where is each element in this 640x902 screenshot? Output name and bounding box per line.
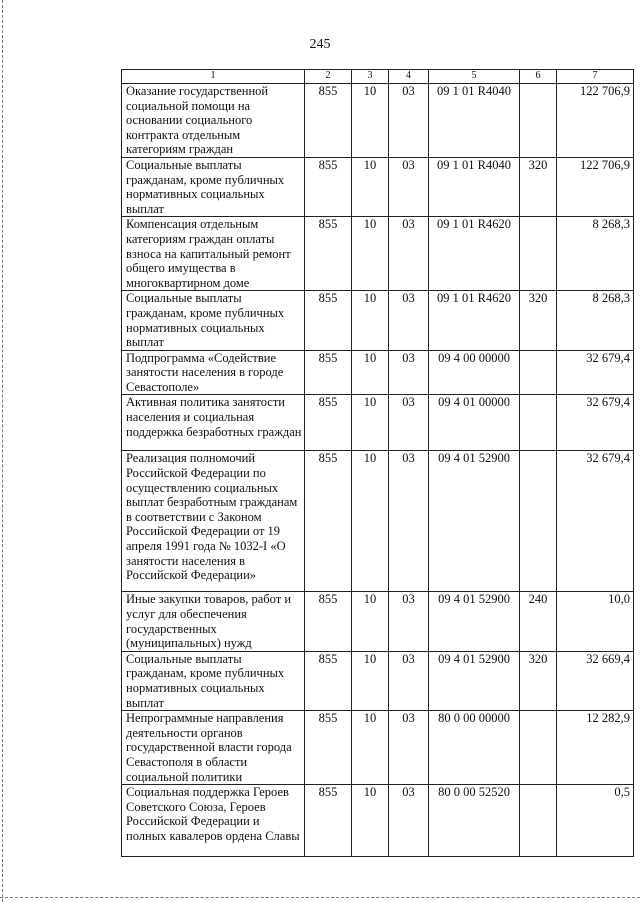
expense-type-cell: 240 xyxy=(520,592,557,651)
section-code-cell: 10 xyxy=(352,785,389,857)
expense-type-cell xyxy=(520,395,557,451)
amount-cell: 8 268,3 xyxy=(557,217,634,291)
amount-cell: 122 706,9 xyxy=(557,157,634,216)
table-row xyxy=(122,291,634,350)
admin-code-cell: 855 xyxy=(305,395,352,451)
admin-code-cell: 855 xyxy=(305,711,352,785)
admin-code-cell: 855 xyxy=(305,451,352,592)
amount-cell: 122 706,9 xyxy=(557,84,634,158)
subsection-code-cell: 03 xyxy=(389,84,429,158)
target-item-code-cell: 09 4 00 00000 xyxy=(429,350,520,395)
table-row xyxy=(122,217,634,291)
amount-cell: 32 669,4 xyxy=(557,651,634,710)
table-row xyxy=(122,651,634,710)
admin-code-cell: 855 xyxy=(305,785,352,857)
budget-table xyxy=(121,69,634,857)
table-row xyxy=(122,395,634,451)
subsection-code-cell: 03 xyxy=(389,785,429,857)
amount-cell: 0,5 xyxy=(557,785,634,857)
page-number: 245 xyxy=(309,37,331,52)
table-row xyxy=(122,157,634,216)
section-code-cell: 10 xyxy=(352,651,389,710)
column-number-row xyxy=(122,70,634,84)
expense-type-cell xyxy=(520,350,557,395)
admin-code-cell: 855 xyxy=(305,217,352,291)
expense-type-cell xyxy=(520,785,557,857)
amount-cell: 32 679,4 xyxy=(557,350,634,395)
amount-cell: 10,0 xyxy=(557,592,634,651)
target-item-code-cell: 09 1 01 R4040 xyxy=(429,157,520,216)
table-row xyxy=(122,350,634,395)
target-item-code-cell: 80 0 00 00000 xyxy=(429,711,520,785)
column-header: 7 xyxy=(557,70,634,84)
scan-bottom-border xyxy=(0,897,640,898)
table-row xyxy=(122,451,634,592)
admin-code-cell: 855 xyxy=(305,157,352,216)
section-code-cell: 10 xyxy=(352,711,389,785)
column-header: 3 xyxy=(352,70,389,84)
row-name-cell: Подпрограмма «Содействие занятости населения в городе Севастополе» xyxy=(122,350,305,395)
column-header: 6 xyxy=(520,70,557,84)
section-code-cell: 10 xyxy=(352,291,389,350)
row-name-cell: Реализация полномочий Российской Федерации по осуществлению социальных выплат безработным гражданам в соответствии с Законом Российской Федерации от 19 апреля 1991 года № 1032-I «О занятости населения в Российской Федерации» xyxy=(122,451,305,592)
subsection-code-cell: 03 xyxy=(389,217,429,291)
row-name-cell: Компенсация отдельным категориям граждан оплаты взноса на капитальный ремонт общего имущества в многоквартирном доме xyxy=(122,217,305,291)
expense-type-cell: 320 xyxy=(520,291,557,350)
table-row xyxy=(122,84,634,158)
admin-code-cell: 855 xyxy=(305,291,352,350)
expense-type-cell: 320 xyxy=(520,651,557,710)
expense-type-cell xyxy=(520,451,557,592)
target-item-code-cell: 09 1 01 R4620 xyxy=(429,217,520,291)
column-header: 4 xyxy=(389,70,429,84)
scan-left-border xyxy=(2,0,3,902)
expense-type-cell xyxy=(520,84,557,158)
subsection-code-cell: 03 xyxy=(389,651,429,710)
target-item-code-cell: 09 4 01 52900 xyxy=(429,651,520,710)
amount-cell: 12 282,9 xyxy=(557,711,634,785)
subsection-code-cell: 03 xyxy=(389,157,429,216)
admin-code-cell: 855 xyxy=(305,84,352,158)
row-name-cell: Социальные выплаты гражданам, кроме публичных нормативных социальных выплат xyxy=(122,157,305,216)
section-code-cell: 10 xyxy=(352,592,389,651)
subsection-code-cell: 03 xyxy=(389,592,429,651)
section-code-cell: 10 xyxy=(352,395,389,451)
expense-type-cell xyxy=(520,711,557,785)
target-item-code-cell: 09 1 01 R4040 xyxy=(429,84,520,158)
target-item-code-cell: 09 1 01 R4620 xyxy=(429,291,520,350)
table-row xyxy=(122,785,634,857)
row-name-cell: Социальные выплаты гражданам, кроме публичных нормативных социальных выплат xyxy=(122,291,305,350)
section-code-cell: 10 xyxy=(352,84,389,158)
target-item-code-cell: 80 0 00 52520 xyxy=(429,785,520,857)
subsection-code-cell: 03 xyxy=(389,451,429,592)
row-name-cell: Активная политика занятости населения и социальная поддержка безработных граждан xyxy=(122,395,305,451)
section-code-cell: 10 xyxy=(352,350,389,395)
row-name-cell: Социальные выплаты гражданам, кроме публичных нормативных социальных выплат xyxy=(122,651,305,710)
section-code-cell: 10 xyxy=(352,157,389,216)
subsection-code-cell: 03 xyxy=(389,711,429,785)
row-name-cell: Социальная поддержка Героев Советского Союза, Героев Российской Федерации и полных кавалеров ордена Славы xyxy=(122,785,305,857)
row-name-cell: Оказание государственной социальной помощи на основании социального контракта отдельным категориям граждан xyxy=(122,84,305,158)
column-header: 1 xyxy=(122,70,305,84)
table-row xyxy=(122,592,634,651)
row-name-cell: Непрограммные направления деятельности органов государственной власти города Севастополя в области социальной политики xyxy=(122,711,305,785)
admin-code-cell: 855 xyxy=(305,651,352,710)
subsection-code-cell: 03 xyxy=(389,291,429,350)
target-item-code-cell: 09 4 01 52900 xyxy=(429,592,520,651)
column-header: 2 xyxy=(305,70,352,84)
section-code-cell: 10 xyxy=(352,217,389,291)
subsection-code-cell: 03 xyxy=(389,395,429,451)
amount-cell: 32 679,4 xyxy=(557,395,634,451)
column-header: 5 xyxy=(429,70,520,84)
amount-cell: 32 679,4 xyxy=(557,451,634,592)
amount-cell: 8 268,3 xyxy=(557,291,634,350)
subsection-code-cell: 03 xyxy=(389,350,429,395)
admin-code-cell: 855 xyxy=(305,350,352,395)
row-name-cell: Иные закупки товаров, работ и услуг для обеспечения государственных (муниципальных) нужд xyxy=(122,592,305,651)
admin-code-cell: 855 xyxy=(305,592,352,651)
section-code-cell: 10 xyxy=(352,451,389,592)
expense-type-cell: 320 xyxy=(520,157,557,216)
expense-type-cell xyxy=(520,217,557,291)
target-item-code-cell: 09 4 01 00000 xyxy=(429,395,520,451)
table-row xyxy=(122,711,634,785)
target-item-code-cell: 09 4 01 52900 xyxy=(429,451,520,592)
